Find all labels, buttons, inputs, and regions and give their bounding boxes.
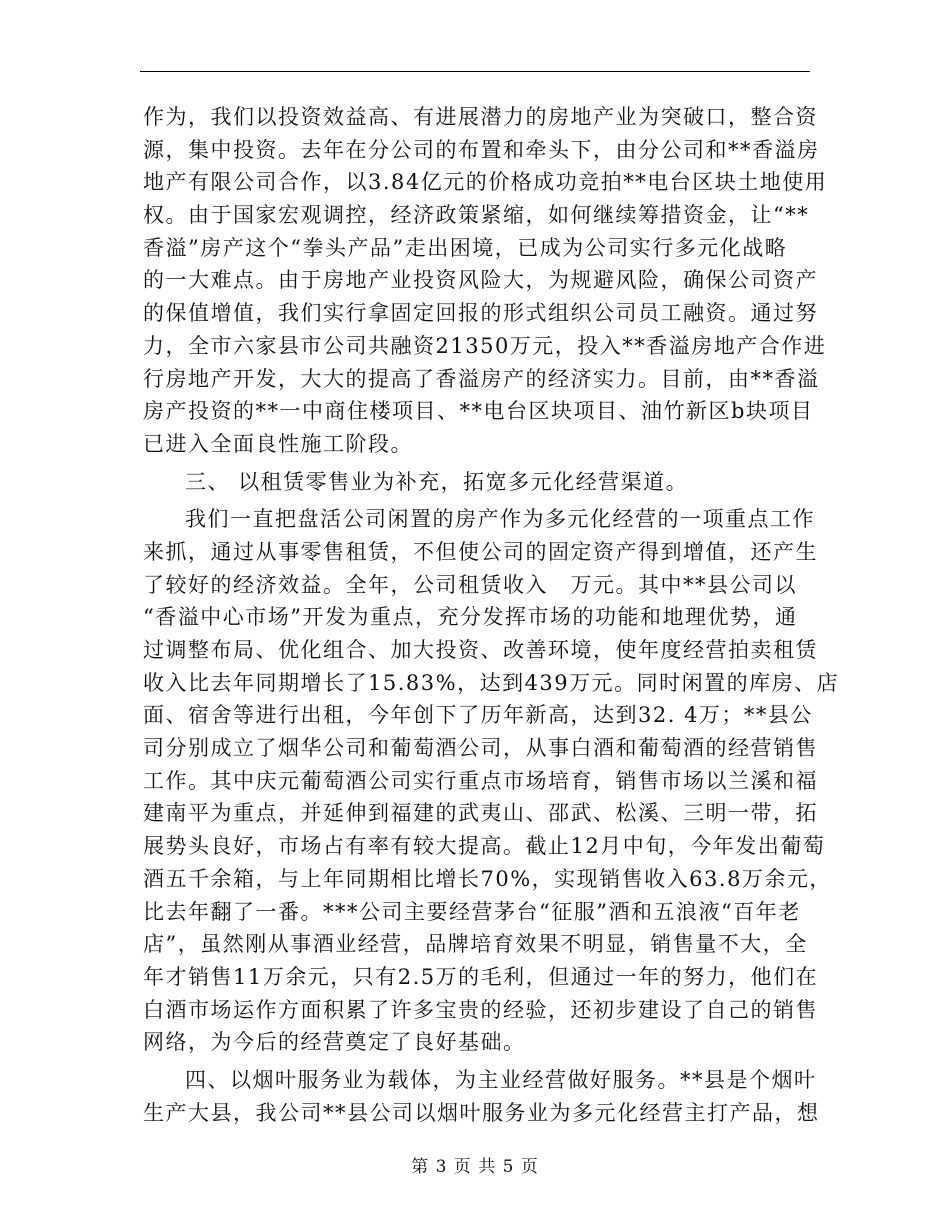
text-line: 四、以烟叶服务业为载体，为主业经营做好服务。**县是个烟叶	[185, 1067, 817, 1092]
document-body	[143, 101, 840, 1129]
text-line: 酒五千余箱，与上年同期相比增长70%，实现销售收入63.8万余元，	[143, 866, 832, 891]
text-line: 房产投资的**一中商住楼项目、**电台区块项目、油竹新区b块项目	[143, 399, 814, 424]
text-line: 工作。其中庆元葡萄酒公司实行重点市场培育，销售市场以兰溪和福	[143, 768, 818, 793]
text-line: 已进入全面良性施工阶段。	[143, 431, 413, 456]
text-line: 的保值增值，我们实行拿固定回报的形式组织公司员工融资。通过努	[143, 301, 818, 326]
text-line: 我们一直把盘活公司闲置的房产作为多元化经营的一项重点工作	[185, 507, 815, 532]
text-line: 年才销售11万余元，只有2.5万的毛利，但通过一年的努力，他们在	[143, 964, 819, 989]
text-line: 生产大县，我公司**县公司以烟叶服务业为多元化经营主打产品，想	[143, 1100, 820, 1125]
text-line: 过调整布局、优化组合、加大投资、改善环境，使年度经营拍卖租赁	[143, 638, 818, 662]
text-line: 展势头良好，市场占有率有较大提高。截止12月中旬，今年发出葡萄	[143, 834, 826, 859]
text-line: 权。由于国家宏观调控，经济政策紧缩，如何继续筹措资金，让“**	[143, 203, 810, 228]
text-line: 司分别成立了烟华公司和葡萄酒公司，从事白酒和葡萄酒的经营销售	[143, 736, 818, 761]
text-line: 的一大难点。由于房地产业投资风险大，为规避风险，确保公司资产	[143, 268, 818, 293]
text-line: 比去年翻了一番。***公司主要经营茅台“征服”酒和五浪液“百年老	[143, 899, 801, 924]
header-rule	[140, 71, 810, 72]
text-line: 地产有限公司合作，以3.84亿元的价格成功竞拍**电台区块土地使用	[143, 170, 828, 195]
text-line: 白酒市场运作方面积累了许多宝贵的经验，还初步建设了自己的销售	[143, 997, 818, 1022]
text-line: 网络，为今后的经营奠定了良好基础。	[143, 1030, 526, 1055]
text-line: 店”，虽然刚从事酒业经营，品牌培育效果不明显，销售量不大，全	[143, 932, 808, 957]
page-number: 第 3 页 共 5 页	[411, 1157, 539, 1177]
text-line: 来抓，通过从事零售租赁，不但使公司的固定资产得到增值，还产生	[143, 539, 818, 564]
text-line: 香溢”房产这个“拳头产品”走出困境，已成为公司实行多元化战略	[143, 235, 788, 260]
text-line: 收入比去年同期增长了15.83%，达到439万元。同时闲置的库房、店	[143, 670, 840, 695]
text-line: 了较好的经济效益。全年，公司租赁收入 万元。其中**县公司以	[143, 572, 797, 597]
text-line: 建南平为重点，并延伸到福建的武夷山、邵武、松溪、三明一带，拓	[143, 801, 818, 826]
text-line: 源，集中投资。去年在分公司的布置和牵头下，由分公司和**香溢房	[143, 137, 820, 162]
text-line: 面、宿舍等进行出租，今年创下了历年新高，达到32. 4万；**县公	[143, 703, 813, 728]
text-line: “香溢中心市场”开发为重点，充分发挥市场的功能和地理优势，通	[143, 605, 798, 630]
text-line: 作为，我们以投资效益高、有进展潜力的房地产业为突破口，整合资	[143, 105, 818, 129]
text-line: 力，全市六家县市公司共融资21350万元，投入**香溢房地产合作进	[143, 333, 827, 358]
text-line: 三、 以租赁零售业为补充，拓宽多元化经营渠道。	[185, 469, 689, 494]
text-line: 行房地产开发，大大的提高了香溢房产的经济实力。目前，由**香溢	[143, 366, 820, 391]
